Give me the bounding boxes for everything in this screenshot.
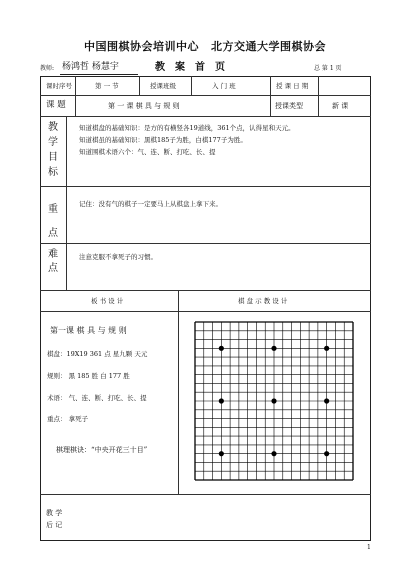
frame-bottom	[40, 540, 371, 541]
star-point	[324, 451, 329, 456]
row-divider	[40, 95, 371, 96]
goal-line: 知道棋盘的基础知识：是方的有横竖各19道线，361个点，认得星和天元。	[79, 124, 295, 132]
teacher-names: 杨鸿哲 杨慧宇	[62, 62, 119, 72]
date-label: 授 课 日 期	[276, 82, 309, 90]
star-point	[271, 451, 276, 456]
star-point	[271, 398, 276, 403]
frame-right	[370, 76, 371, 541]
col-divider	[270, 76, 271, 116]
blackboard-line: 术语： 气、连、断、打吃、长、提	[47, 394, 147, 402]
class-label: 授课班级	[150, 82, 176, 90]
col-divider	[318, 76, 319, 95]
type-label: 授课类型	[275, 102, 303, 110]
blackboard-lesson-title: 第一课 棋 具 与 规 则	[50, 326, 127, 335]
blackboard-line: 棋盘：19X19 361 点 星九颗 天元	[47, 350, 148, 358]
teacher-label: 教师:	[40, 65, 55, 72]
go-board-svg	[191, 318, 357, 484]
goal-line: 知道棋虽的基础知识：黑棋185子为胜，白棋177子为胜。	[79, 136, 247, 144]
row-divider	[40, 494, 371, 495]
afterword-label-2: 后 记	[46, 521, 63, 529]
col-divider	[75, 76, 76, 116]
row-divider	[40, 311, 371, 312]
col-divider	[318, 95, 319, 116]
topic-label: 课 题	[46, 100, 66, 110]
col-divider	[178, 290, 179, 494]
frame-top	[40, 76, 371, 77]
star-point	[324, 398, 329, 403]
go-board	[191, 318, 357, 484]
doc-title: 教案首页	[155, 62, 235, 73]
course-no-label: 课时序号	[46, 82, 72, 90]
col-divider	[191, 76, 192, 95]
type-value: 新 课	[332, 102, 349, 110]
row-divider	[40, 186, 371, 187]
row-divider	[40, 243, 371, 244]
difficulty-text: 注意克服不拿死子的习惯。	[79, 253, 157, 261]
title-right: 北方交通大学围棋协会	[211, 40, 326, 53]
keypoint-text: 记住：没有气的棋子一定要马上从棋盘上拿下来。	[79, 200, 222, 208]
afterword-label-1: 教 学	[46, 509, 63, 517]
frame-left	[40, 76, 41, 541]
label-col-divider	[66, 116, 67, 290]
col-divider	[139, 76, 140, 95]
row-divider	[40, 116, 371, 117]
board-demo-heading: 棋 盘 示 教 设 计	[238, 297, 288, 305]
star-point	[219, 451, 224, 456]
keypoint-label: 重 点	[48, 204, 58, 239]
course-no-value: 第 一 节	[95, 82, 119, 90]
blackboard-heading: 板 书 设 计	[91, 297, 124, 305]
goal-line: 知道围棋术语六个：气、连、断、打吃、长、提	[79, 148, 216, 156]
star-point	[324, 346, 329, 351]
star-point	[219, 346, 224, 351]
title-left: 中国围棋协会培训中心	[84, 40, 199, 53]
star-point	[271, 346, 276, 351]
blackboard-line: 规则： 黑 185 胜 白 177 胜	[47, 372, 130, 380]
blackboard-rhyme: 棋理棋诀：“中央开花三十目”	[56, 446, 148, 454]
class-value: 入 门 班	[212, 82, 236, 90]
blackboard-line: 重点： 拿死子	[47, 415, 89, 423]
topic-value: 第 一 课 棋 具 与 规 则	[108, 102, 180, 110]
document-title	[0, 38, 410, 54]
row-divider	[40, 290, 371, 291]
page-number: 1	[367, 544, 371, 551]
difficulty-label: 难 点	[48, 249, 58, 274]
total-page-label: 总 第 1 页	[314, 65, 342, 72]
teacher-underline	[60, 74, 138, 75]
star-point	[219, 398, 224, 403]
goals-label: 教 学 目 标	[48, 122, 58, 178]
